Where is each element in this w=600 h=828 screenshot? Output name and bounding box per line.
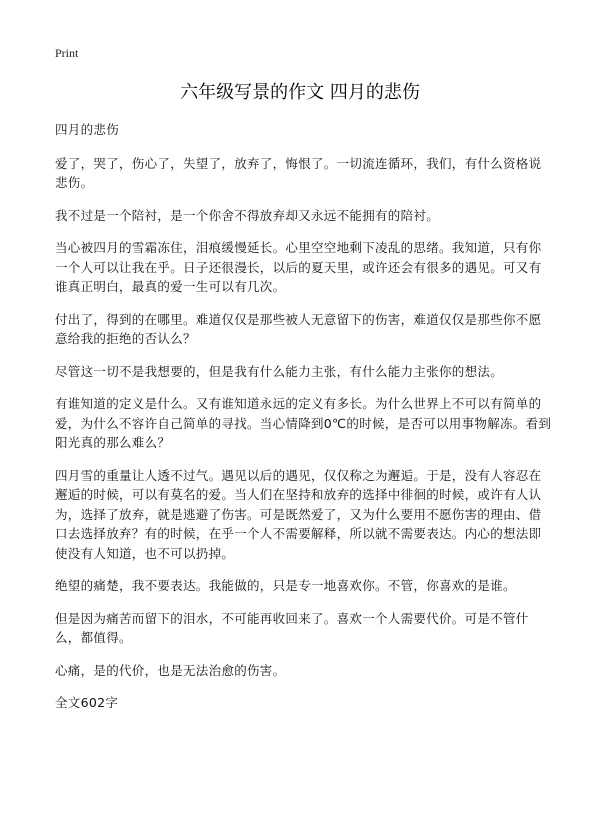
- article-body: [55, 120, 553, 726]
- word-count: 全文602字: [55, 695, 119, 710]
- print-link[interactable]: Print: [55, 46, 79, 60]
- paragraph: 爱了，哭了，伤心了，失望了，放弃了，悔恨了。一切流连循环，我们，有什么资格说悲伤。: [55, 155, 542, 190]
- paragraph: 我不过是一个陪衬，是一个你舍不得放弃却又永远不能拥有的陪衬。: [55, 207, 440, 223]
- paragraph: 当心被四月的雪霜冻住，泪痕缓慢延长。心里空空地剩下凌乱的思绪。我知道，只有你一个人可以让我在乎。日子还很漫长，以后的夏天里，或许还会有很多的遇见。可又有谁真正明白，最真的爱一生可以有几次。: [55, 240, 542, 294]
- paragraph: 尽管这一切不是我想要的，但是我有什么能力主张，有什么能力主张你的想法。: [55, 363, 504, 379]
- article-subtitle: 四月的悲伤: [55, 122, 120, 137]
- paragraph: 付出了，得到的在哪里。难道仅仅是那些被人无意留下的伤害，难道仅仅是那些你不愿意给我的拒绝的否认么？: [55, 311, 542, 346]
- paragraph: 心痛，是的代价，也是无法治愈的伤害。: [55, 662, 286, 678]
- paragraph: 但是因为痛苦而留下的泪水，不可能再收回来了。喜欢一个人需要代价。可是不管什么，都值得。: [55, 610, 529, 645]
- paragraph: 四月雪的重量让人透不过气。遇见以后的遇见，仅仅称之为邂逅。于是，没有人容忍在邂逅的时候，可以有莫名的爱。当人们在坚持和放弃的选择中徘徊的时候，或许有人认为，选择了放弃，就是逃避了伤害。可是既然爱了，又为什么要用不愿伤害的理由、借口去选择放弃？有的时候，在乎一个人不需要解释，所以就不需要表达。内心的想法即使没有人知道，也不可以扔掉。: [55, 467, 542, 561]
- page-title: 六年级写景的作文 四月的悲伤: [180, 82, 420, 103]
- paragraph: 绝望的痛楚，我不要表达。我能做的，只是专一地喜欢你。不管，你喜欢的是谁。: [55, 578, 516, 593]
- paragraph: 有谁知道的定义是什么。又有谁知道永远的定义有多长。为什么世界上不可以有简单的爱，为什么不容许自己简单的寻找。当心情降到0℃的时候，是否可以用事物解冻。看到阳光真的那么难么？: [55, 396, 552, 450]
